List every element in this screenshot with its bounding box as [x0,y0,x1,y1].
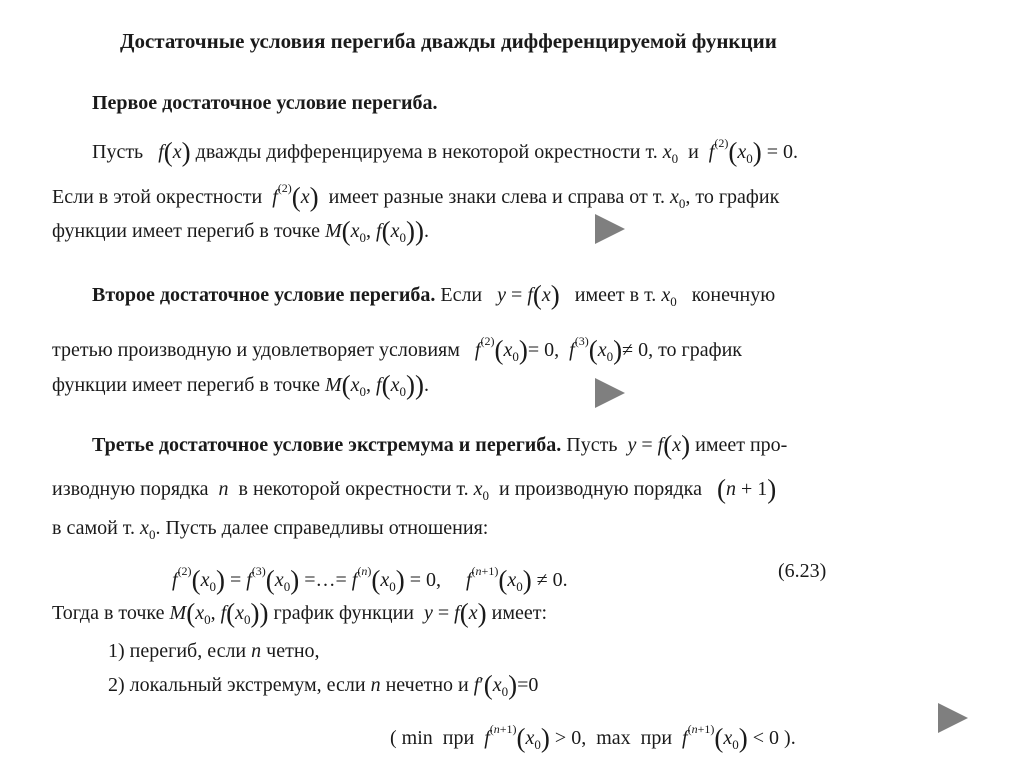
play-arrow-icon[interactable] [595,378,625,408]
equation-6-23: $f^{(2)}(x_0) = f^{(3)}(x_0)$ =…= $f^{(n)}(x_0) = 0$, $f^{(n+1)}(x_0) \ne 0$. [172,564,568,595]
page-title: Достаточные условия перегиба дважды дифференцируемой функции [120,29,777,53]
second-line-1: Второе достаточное условие перегиба. Если y = f(x) имеет в т. $x_0$ конечную [92,280,776,310]
list-item-inflection: 1) перегиб, если n четно, [108,640,320,662]
third-line-5: Тогда в точке $M(x_0$, $f(x_0)$) график функции y = f(x) имеет: [52,598,548,628]
first-heading: Первое достаточное условие перегиба. [92,92,438,114]
min-max-condition: ( min при $f^{(n+1)}(x_0) > 0$, max при $f^{(n+1)}(x_0) < 0$ ). [390,722,796,753]
third-line-1: Третье достаточное условие экстремума и перегиба. Пусть y = f(x) имеет про- [92,430,788,460]
second-line-2: третью производную и удовлетворяет условиям $f^{(2)}(x_0)= 0$, $f^{(3)}(x_0)\ne 0$, то график [52,334,743,365]
list-item-extremum: 2) локальный экстремум, если n нечетно и $f'(x_0)=0$ [108,670,539,700]
play-arrow-icon[interactable] [938,703,968,733]
third-line-3: в самой т. $x_0$. Пусть далее справедливы отношения: [52,517,489,542]
equation-number: (6.23) [778,560,827,582]
first-line-3: функции имеет перегиб в точке $M(x_0$, $f(x_0)$). [52,216,429,246]
second-line-3: функции имеет перегиб в точке $M(x_0$, $f(x_0)$). [52,370,429,400]
third-line-2: изводную порядка n в некоторой окрестности т. $x_0$ и производную порядка (n + 1) [52,474,777,504]
first-line-2: Если в этой окрестности $f^{(2)}(x)$ имеет разные знаки слева и справа от т. $x_0$, то график [52,181,780,212]
play-arrow-icon[interactable] [595,214,625,244]
first-line-1: Пусть f(x) дважды дифференцируема в некоторой окрестности т. $x_0$ и $f^{(2)}(x_0) = 0$. [92,136,799,167]
